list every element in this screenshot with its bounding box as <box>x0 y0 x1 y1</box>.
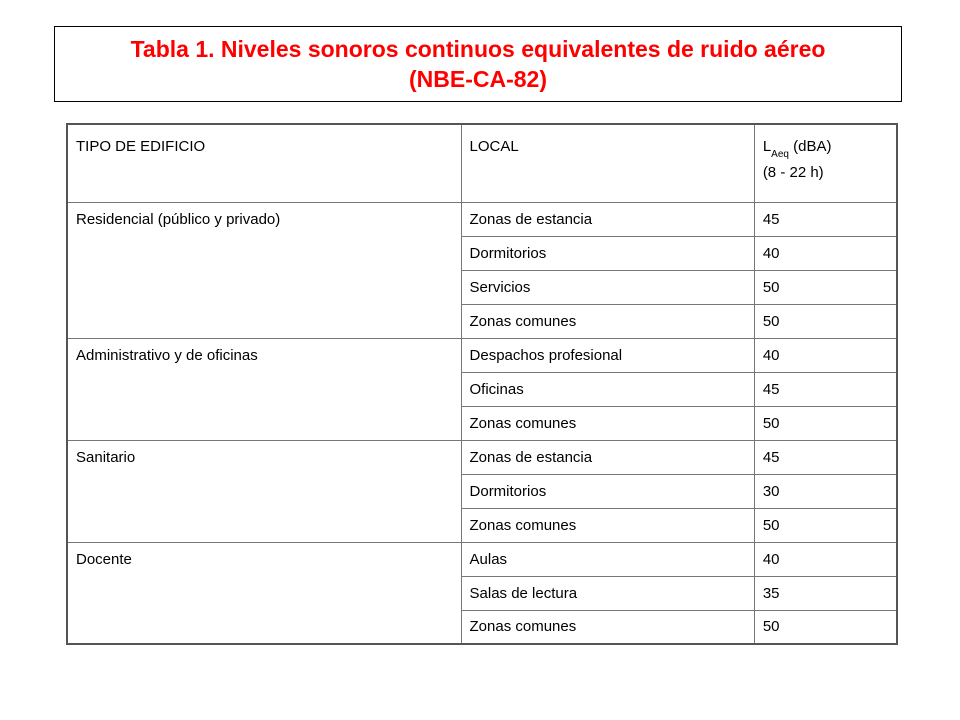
cell-laeq-value: 50 <box>754 406 897 440</box>
header-laeq-subscript: Aeq <box>771 149 789 160</box>
cell-laeq-value: 35 <box>754 576 897 610</box>
cell-local: Zonas comunes <box>461 610 754 644</box>
header-laeq <box>754 124 897 202</box>
table-row <box>67 338 897 372</box>
cell-local: Zonas de estancia <box>461 440 754 474</box>
cell-laeq-value: 50 <box>754 508 897 542</box>
table-row <box>67 440 897 474</box>
cell-local: Salas de lectura <box>461 576 754 610</box>
table-title-line-1: Tabla 1. Niveles sonoros continuos equivalentes de ruido aéreo <box>130 36 826 62</box>
cell-local: Despachos profesional <box>461 338 754 372</box>
cell-laeq-value: 45 <box>754 372 897 406</box>
cell-laeq-value: 30 <box>754 474 897 508</box>
cell-local: Zonas comunes <box>461 304 754 338</box>
cell-laeq-value: 50 <box>754 304 897 338</box>
cell-laeq-value: 40 <box>754 236 897 270</box>
header-laeq-unit: (dBA) <box>788 138 832 155</box>
cell-local: Zonas comunes <box>461 406 754 440</box>
table-title-line-2: (NBE-CA-82) <box>409 66 547 92</box>
cell-tipo-edificio: Sanitario <box>67 440 461 542</box>
title-box <box>54 26 902 102</box>
cell-tipo-edificio: Residencial (público y privado) <box>67 202 461 338</box>
table-header-row <box>67 124 897 202</box>
table-row <box>67 202 897 236</box>
cell-local: Dormitorios <box>461 474 754 508</box>
cell-tipo-edificio: Docente <box>67 542 461 644</box>
cell-local: Dormitorios <box>461 236 754 270</box>
header-local: LOCAL <box>461 124 754 202</box>
cell-laeq-value: 45 <box>754 440 897 474</box>
cell-tipo-edificio: Administrativo y de oficinas <box>67 338 461 440</box>
cell-local: Zonas comunes <box>461 508 754 542</box>
cell-laeq-value: 40 <box>754 542 897 576</box>
cell-local: Oficinas <box>461 372 754 406</box>
cell-laeq-value: 50 <box>754 270 897 304</box>
cell-local: Servicios <box>461 270 754 304</box>
noise-levels-table <box>66 123 898 645</box>
cell-laeq-value: 50 <box>754 610 897 644</box>
cell-local: Zonas de estancia <box>461 202 754 236</box>
cell-local: Aulas <box>461 542 754 576</box>
header-tipo-edificio: TIPO DE EDIFICIO <box>67 124 461 202</box>
cell-laeq-value: 45 <box>754 202 897 236</box>
header-laeq-time: (8 - 22 h) <box>762 164 824 181</box>
header-laeq-l: L <box>762 138 772 155</box>
table-row <box>67 542 897 576</box>
cell-laeq-value: 40 <box>754 338 897 372</box>
